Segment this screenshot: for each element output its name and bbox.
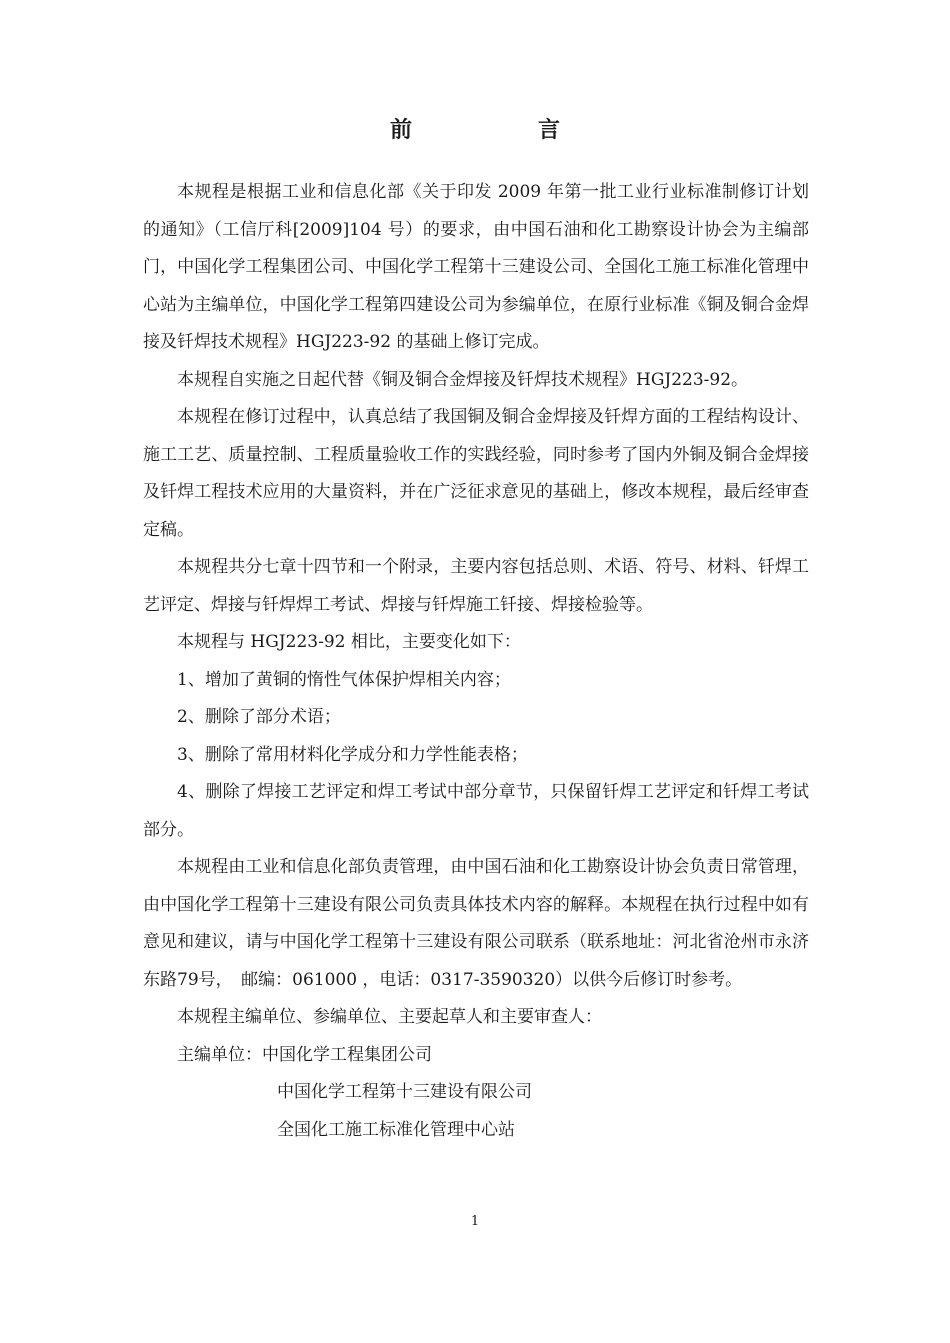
document-body (143, 174, 809, 1149)
list-item-change-3: 3、删除了常用材料化学成分和力学性能表格； (177, 744, 528, 765)
paragraph-management-contact: 本规程由工业和信息化部负责管理，由中国石油和化工勘察设计协会负责日常管理，由中国化学工程第十三建设有限公司负责具体技术内容的解释。本规程在执行过程中如有意见和建议，请与中国化学工程第十三建设有限公司联系（联系地址：河北省沧州市永济东路79号， 邮编：061000 ，电话：0317-3590320）以供今后修订时参考。 (143, 857, 809, 990)
chief-unit-2: 中国化学工程第十三建设有限公司 (277, 1082, 532, 1102)
list-item-change-2: 2、删除了部分术语； (177, 707, 341, 727)
list-item-change-4: 4、删除了焊接工艺评定和焊工考试中部分章节，只保留钎焊工艺评定和钎焊工考试部分。 (143, 782, 809, 840)
paragraph-contents-summary: 本规程共分七章十四节和一个附录，主要内容包括总则、术语、符号、材料、钎焊工艺评定、焊接与钎焊焊工考试、焊接与钎焊施工钎接、焊接检验等。 (143, 557, 809, 615)
list-item-change-1: 1、增加了黄铜的惰性气体保护焊相关内容； (177, 669, 511, 690)
paragraph-revision-basis: 本规程是根据工业和信息化部《关于印发 2009 年第一批工业行业标准制修订计划的通知》（工信厅科[2009]104 号）的要求，由中国石油和化工勘察设计协会为主编部门，中国化学工程集团公司、中国化学工程第十三建设公司、全国化工施工标准化管理中心站为主编单位，中国化学工程第四建设公司为参编单位，在原行业标准《铜及铜合金焊接及钎焊技术规程》HGJ223-92 的基础上修订完成。 (143, 182, 809, 352)
page-number: 1 (470, 1214, 480, 1229)
paragraph-units-intro: 本规程主编单位、参编单位、主要起草人和主要审查人： (177, 1007, 602, 1027)
paragraph-changes-intro: 本规程与 HGJ223-92 相比，主要变化如下： (177, 632, 521, 652)
chief-unit-3: 全国化工施工标准化管理中心站 (277, 1119, 515, 1140)
paragraph-revision-process: 本规程在修订过程中，认真总结了我国铜及铜合金焊接及钎焊方面的工程结构设计、施工工艺、质量控制、工程质量验收工作的实践经验，同时参考了国内外铜及铜合金焊接及钎焊工程技术应用的大量资料，并在广泛征求意见的基础上，修改本规程，最后经审查定稿。 (143, 407, 809, 540)
page-title: 前 言 (389, 117, 612, 143)
chief-unit-line: 主编单位：中国化学工程集团公司 (177, 1044, 432, 1065)
paragraph-replacement: 本规程自实施之日起代替《铜及铜合金焊接及钎焊技术规程》HGJ223-92。 (177, 369, 749, 390)
